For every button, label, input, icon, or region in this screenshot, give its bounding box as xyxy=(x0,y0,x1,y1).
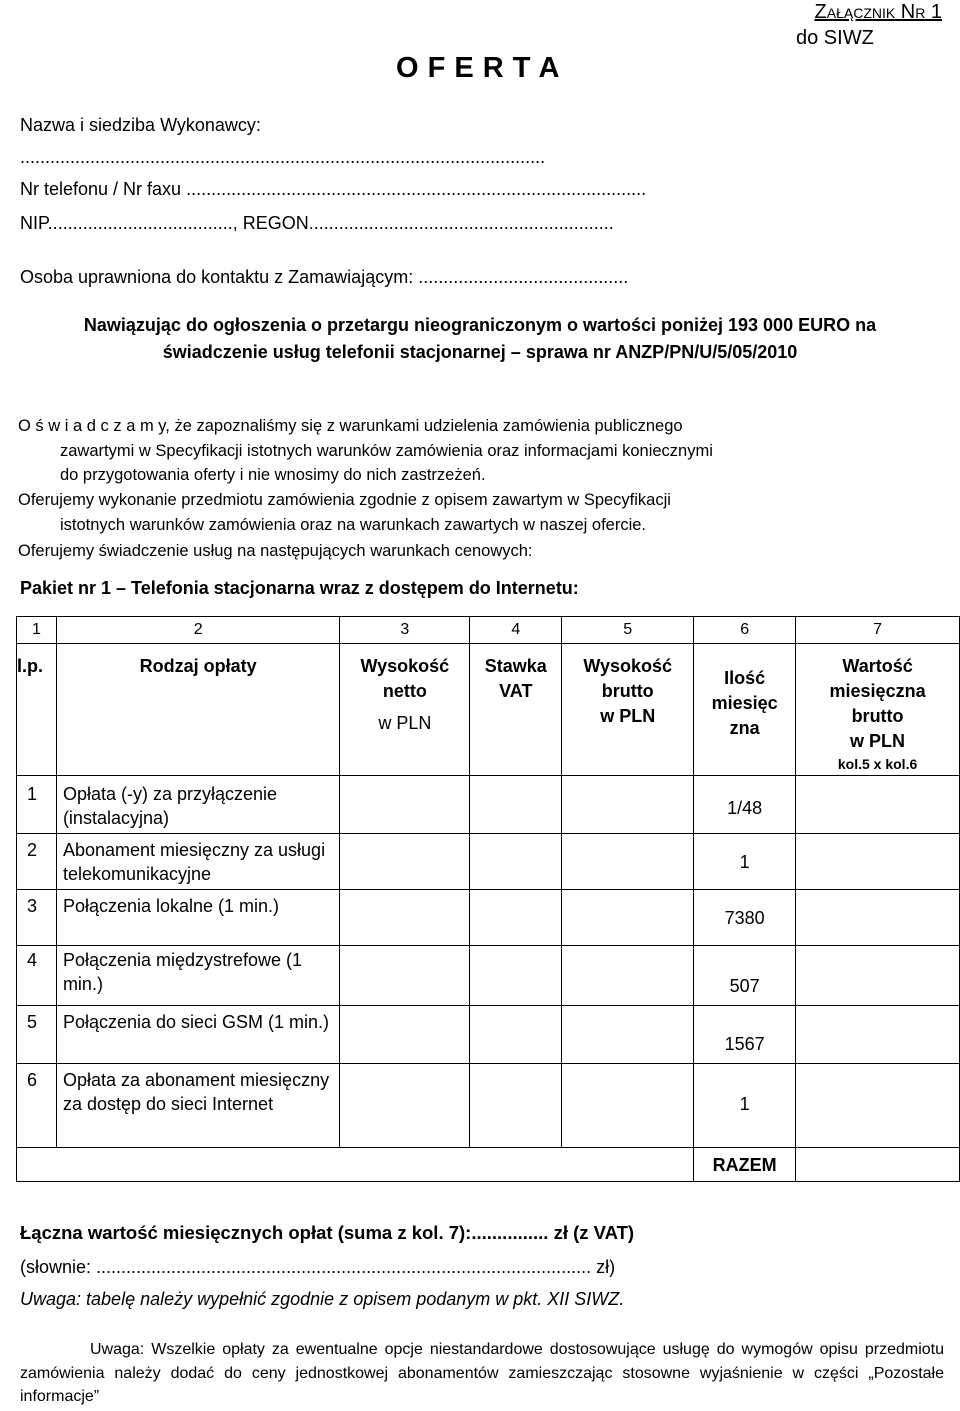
header-lp: l.p. xyxy=(17,644,57,776)
monthly-value-cell[interactable] xyxy=(796,776,960,834)
package-title: Pakiet nr 1 – Telefonia stacjonarna wraz z dostępem do Internetu: xyxy=(20,578,579,598)
monthly-value-cell[interactable] xyxy=(796,946,960,1006)
row-qty: 1 xyxy=(694,834,796,890)
header-row xyxy=(17,644,960,776)
header-net-unit: w PLN xyxy=(378,713,432,733)
column-numbers-row xyxy=(17,617,960,644)
declaration-1-first: O ś w i a d c z a m y, że zapoznaliśmy się z warunkami udzielenia zamówienia publicznego xyxy=(18,417,683,435)
column-number: 5 xyxy=(562,617,694,644)
contact-person-field[interactable]: Osoba uprawniona do kontaktu z Zamawiającym: .......................................... xyxy=(20,267,629,287)
column-number: 1 xyxy=(17,617,57,644)
header-net xyxy=(340,644,470,776)
declaration-1-line-2: zawartymi w Specyfikacji istotnych warunków zamówienia oraz informacjami koniecznymi xyxy=(60,441,713,460)
vat-rate-cell[interactable] xyxy=(470,834,562,890)
net-price-cell[interactable] xyxy=(340,776,470,834)
vat-rate-cell[interactable] xyxy=(470,890,562,946)
row-desc: Opłata za abonament miesięczny za dostęp do sieci Internet xyxy=(56,1064,339,1148)
table-row xyxy=(17,1064,960,1148)
gross-price-cell[interactable] xyxy=(562,1064,694,1148)
total-value-cell[interactable] xyxy=(796,1148,960,1182)
monthly-value-cell[interactable] xyxy=(796,1006,960,1064)
net-price-cell[interactable] xyxy=(340,890,470,946)
row-lp: 6 xyxy=(17,1064,57,1148)
footer-note: Uwaga: Wszelkie opłaty za ewentualne opcje niestandardowe dostosowujące usługę do wymogów opisu przedmiotu zamówienia należy dodać do ceny jednostkowej abonamentów zamieszczając stosowne wyjaśnienie w części „Pozostałe informacje” xyxy=(20,1341,944,1405)
contractor-label: Nazwa i siedziba Wykonawcy: xyxy=(20,115,261,135)
row-lp: 3 xyxy=(17,890,57,946)
header-type: Rodzaj opłaty xyxy=(56,644,339,776)
row-qty: 507 xyxy=(694,946,796,1006)
row-desc: Połączenia do sieci GSM (1 min.) xyxy=(56,1006,339,1064)
column-number: 7 xyxy=(796,617,960,644)
offer-table xyxy=(16,616,960,1182)
vat-rate-cell[interactable] xyxy=(470,1006,562,1064)
header-value-label: Wartość miesięczna brutto xyxy=(829,656,926,726)
declaration-2-line-2: istotnych warunków zamówienia oraz na warunkach zawartych w naszej ofercie. xyxy=(60,515,647,534)
row-qty: 1567 xyxy=(694,1006,796,1064)
gross-price-cell[interactable] xyxy=(562,834,694,890)
declaration-3 xyxy=(18,539,533,564)
vat-rate-cell[interactable] xyxy=(470,946,562,1006)
net-price-cell[interactable] xyxy=(340,834,470,890)
declaration-1-line-3: do przygotowania oferty i nie wnosimy do nich zastrzeżeń. xyxy=(60,466,486,484)
vat-rate-cell[interactable] xyxy=(470,1064,562,1148)
header-gross xyxy=(562,644,694,776)
total-line[interactable]: Łączna wartość miesięcznych opłat (suma z kol. 7):............... zł (z VAT) xyxy=(20,1222,635,1243)
row-qty: 1/48 xyxy=(694,776,796,834)
header-value-formula: kol.5 x kol.6 xyxy=(837,756,918,772)
row-desc: Połączenia międzystrefowe (1 min.) xyxy=(56,946,339,1006)
table-row xyxy=(17,946,960,1006)
row-qty: 1 xyxy=(694,1064,796,1148)
header-vat-label: Stawka VAT xyxy=(484,656,547,701)
declaration-2-first: Oferujemy wykonanie przedmiotu zamówienia zgodnie z opisem zawartym w Specyfikacji xyxy=(18,491,671,509)
row-lp: 1 xyxy=(17,776,57,834)
table-row xyxy=(17,776,960,834)
row-lp: 5 xyxy=(17,1006,57,1064)
table-remark: Uwaga: tabelę należy wypełnić zgodnie z opisem podanym w pkt. XII SIWZ. xyxy=(20,1289,625,1309)
column-number: 2 xyxy=(56,617,339,644)
monthly-value-cell[interactable] xyxy=(796,834,960,890)
amount-in-words[interactable]: (słownie: ................................................................................................... zł) xyxy=(20,1257,616,1277)
header-qty-label: Ilość miesięc zna xyxy=(711,668,778,738)
gross-price-cell[interactable] xyxy=(562,890,694,946)
annex-title: Załącznik Nr 1 xyxy=(814,1,942,23)
declaration-2 xyxy=(18,488,671,537)
contractor-field[interactable]: ......................................................................................................... xyxy=(20,147,546,167)
nip-regon-field[interactable]: NIP....................................., REGON............................................................. xyxy=(20,213,614,233)
row-desc: Opłata (-y) za przyłączenie (instalacyjna) xyxy=(56,776,339,834)
row-qty: 7380 xyxy=(694,890,796,946)
monthly-value-cell[interactable] xyxy=(796,890,960,946)
net-price-cell[interactable] xyxy=(340,1064,470,1148)
gross-price-cell[interactable] xyxy=(562,776,694,834)
annex-subtitle: do SIWZ xyxy=(796,27,874,49)
declaration-3-first: Oferujemy świadczenie usług na następujących warunkach cenowych: xyxy=(18,542,533,560)
row-lp: 2 xyxy=(17,834,57,890)
header-value xyxy=(796,644,960,776)
monthly-value-cell[interactable] xyxy=(796,1064,960,1148)
column-number: 6 xyxy=(694,617,796,644)
header-qty xyxy=(694,644,796,776)
table-row xyxy=(17,834,960,890)
row-lp: 4 xyxy=(17,946,57,1006)
table-row xyxy=(17,890,960,946)
total-row xyxy=(17,1148,960,1182)
declaration-1 xyxy=(18,414,713,488)
total-label: RAZEM xyxy=(694,1148,796,1182)
row-desc: Połączenia lokalne (1 min.) xyxy=(56,890,339,946)
gross-price-cell[interactable] xyxy=(562,1006,694,1064)
intro-text: Nawiązując do ogłoszenia o przetargu nieograniczonym o wartości poniżej 193 000 EURO na świadczenie usług telefonii stacjonarnej – sprawa nr ANZP/PN/U/5/05/2010 xyxy=(83,315,877,362)
net-price-cell[interactable] xyxy=(340,1006,470,1064)
total-row-spacer xyxy=(17,1148,694,1182)
net-price-cell[interactable] xyxy=(340,946,470,1006)
row-desc: Abonament miesięczny za usługi telekomunikacyjne xyxy=(56,834,339,890)
vat-rate-cell[interactable] xyxy=(470,776,562,834)
column-number: 3 xyxy=(340,617,470,644)
phone-field[interactable]: Nr telefonu / Nr faxu ............................................................................................ xyxy=(20,179,647,199)
header-gross-unit: w PLN xyxy=(600,706,656,726)
gross-price-cell[interactable] xyxy=(562,946,694,1006)
table-row xyxy=(17,1006,960,1064)
header-value-unit: w PLN xyxy=(850,731,906,751)
header-gross-label: Wysokość brutto xyxy=(583,656,673,701)
header-net-label: Wysokość netto xyxy=(360,656,450,701)
header-vat xyxy=(470,644,562,776)
offer-title: O F E R T A xyxy=(396,52,560,84)
column-number: 4 xyxy=(470,617,562,644)
